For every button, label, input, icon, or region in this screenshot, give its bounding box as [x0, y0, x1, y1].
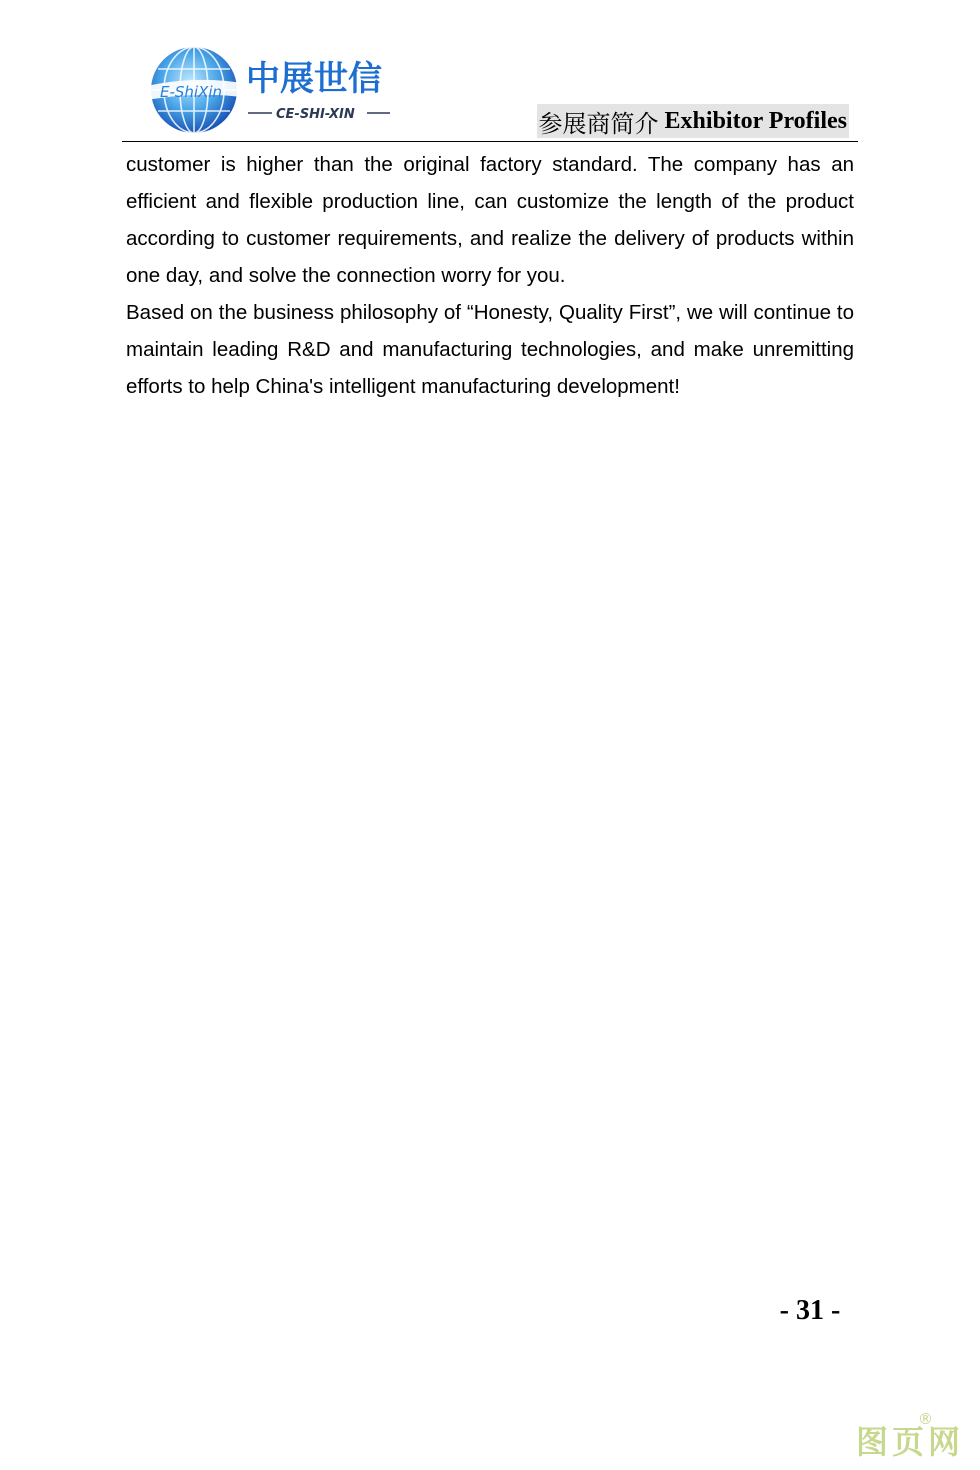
registered-mark: ® [918, 1410, 933, 1428]
logo-globe-text: E-ShiXin [160, 83, 223, 101]
section-title-cn: 参展商简介 [538, 109, 659, 138]
globe-logo-icon [136, 44, 396, 136]
logo-en-name: CE-SHI-XIN [276, 107, 355, 122]
company-logo [136, 44, 396, 136]
paragraph-philosophy: Based on the business philosophy of “Honesty, Quality First”, we will continue to maintain leading R&D and manufacturing technologies, and make unremitting efforts to help China's intelligent manufacturing development! [126, 301, 854, 398]
watermark-text: 图页网 [856, 1423, 965, 1461]
section-title-en: Exhibitor Profiles [664, 107, 847, 134]
section-title [537, 104, 849, 138]
paragraph-production: customer is higher than the original factory standard. The company has an efficient and flexible production line, can customize the length of the product according to customer requirements, and realize the delivery of products within one day, and solve the connection worry for you. [126, 153, 854, 287]
watermark [856, 1410, 968, 1461]
header-divider [122, 141, 858, 142]
page-number: - 31 - [779, 1295, 841, 1326]
logo-cn-name: 中展世信 [246, 59, 382, 99]
profile-body [126, 146, 854, 405]
